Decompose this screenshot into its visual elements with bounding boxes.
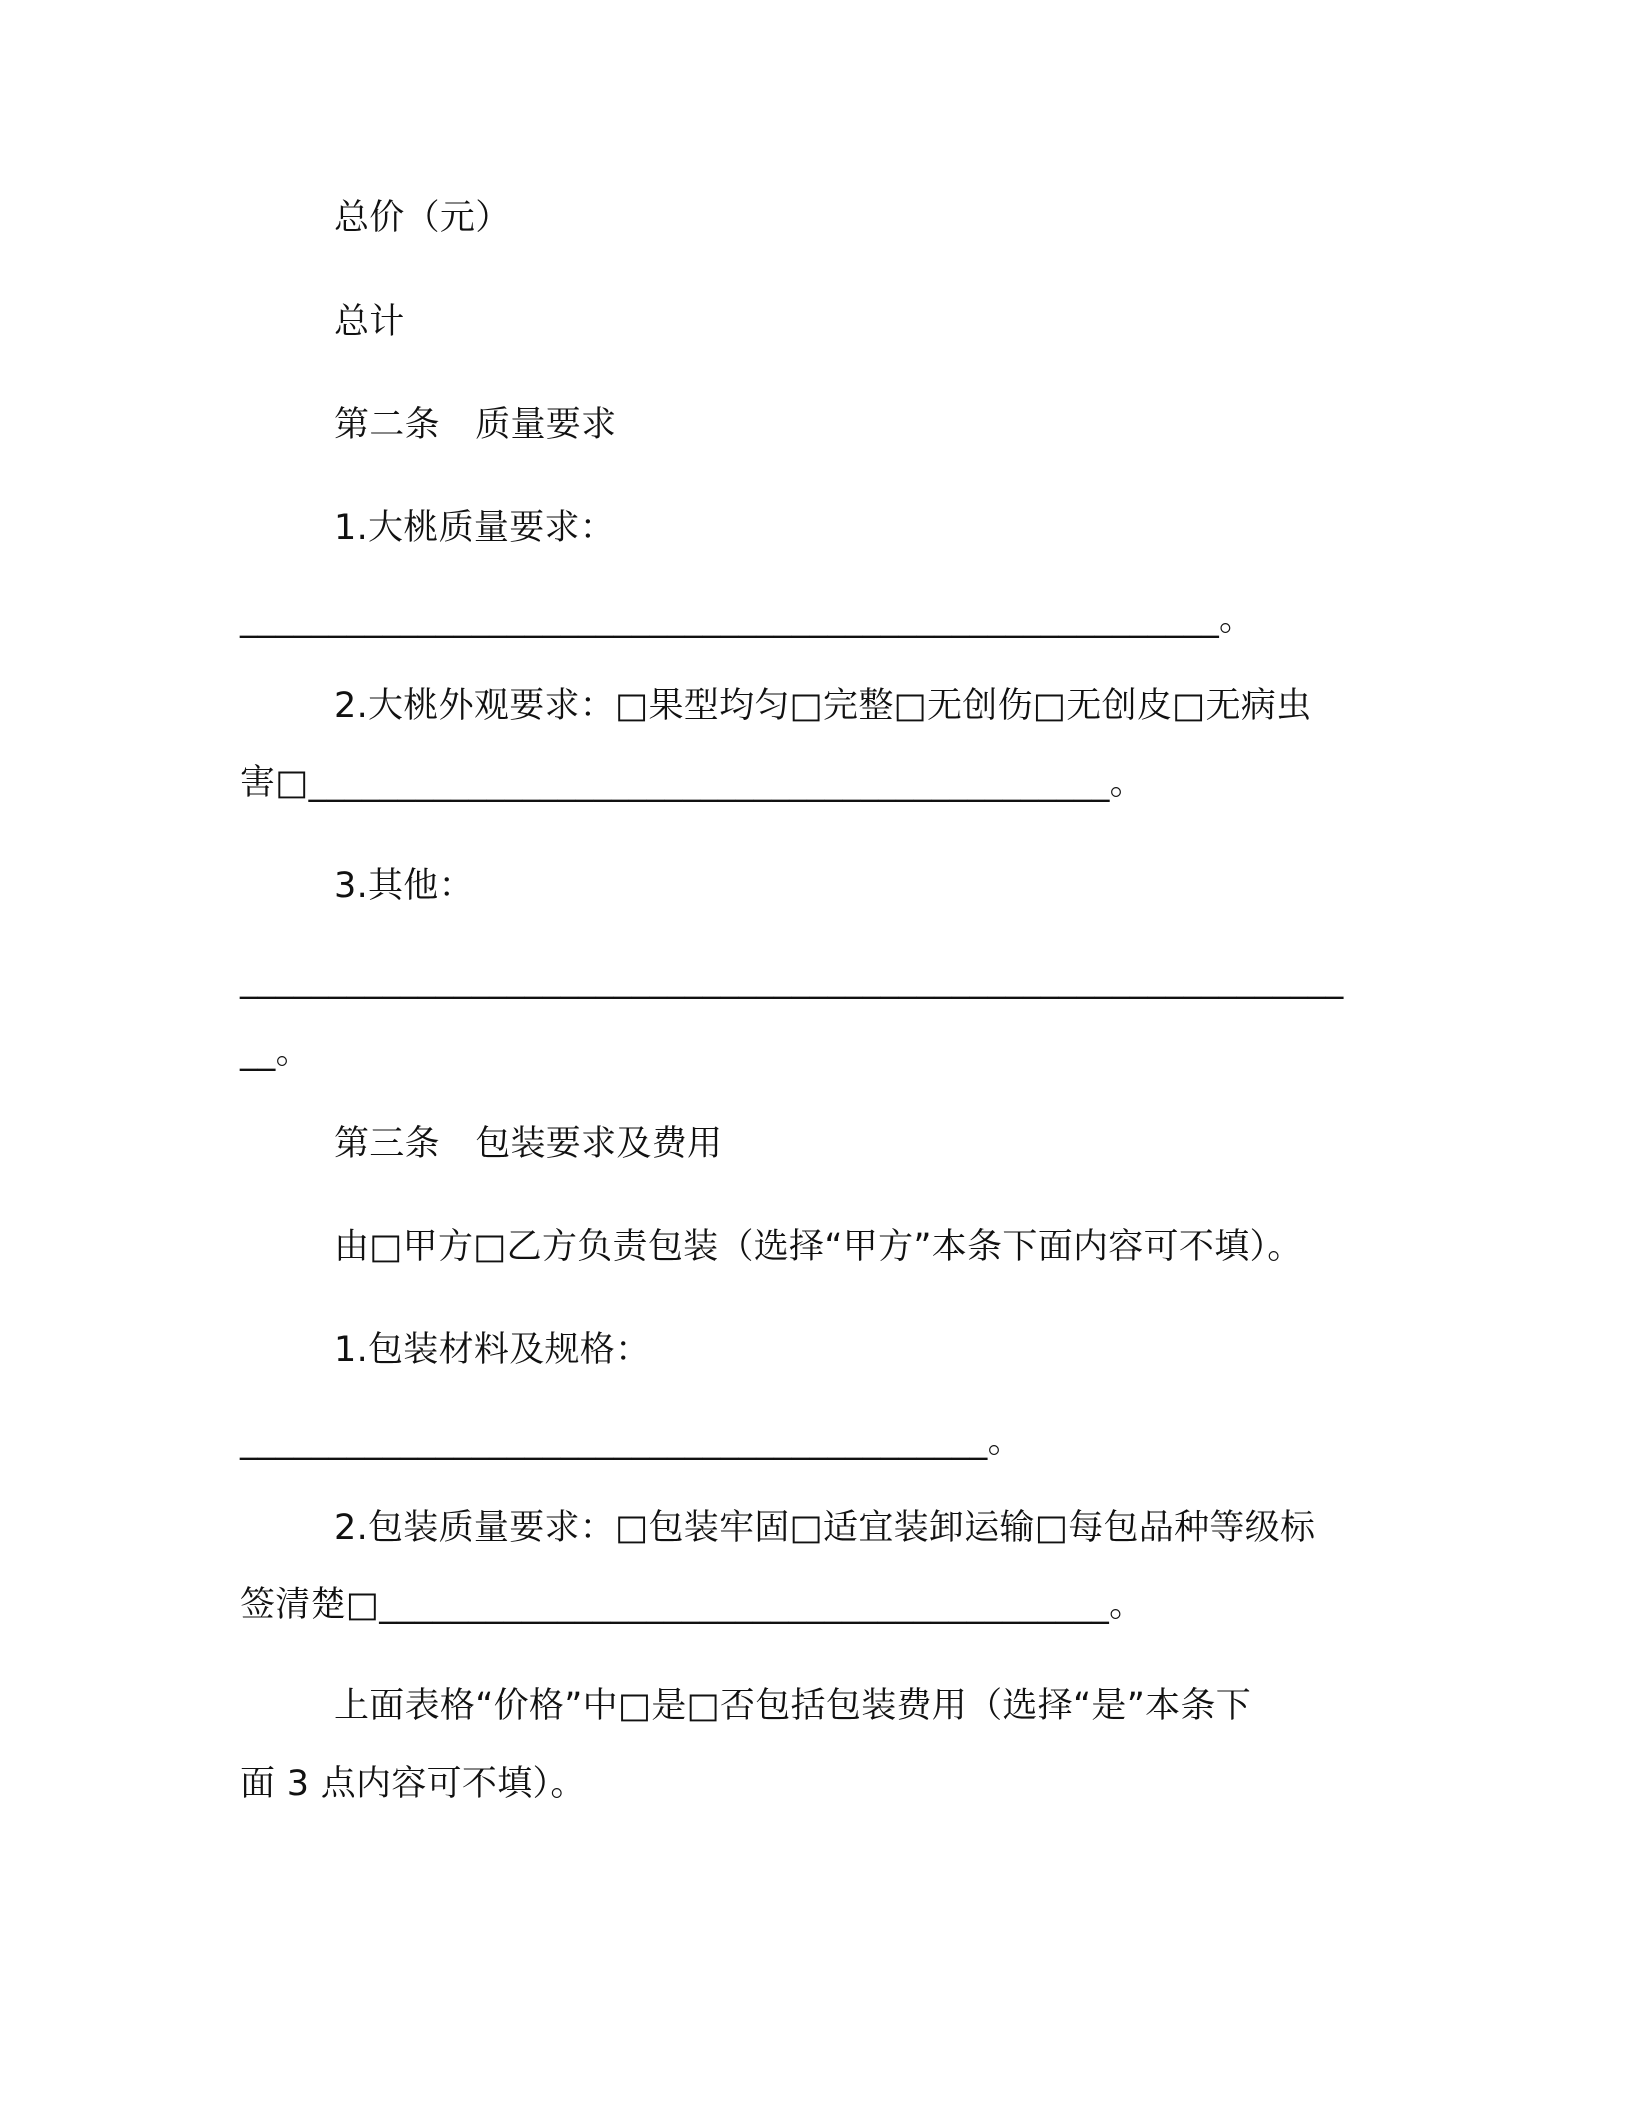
- other-blank-line-1: ______________________________________________________________: [240, 960, 1344, 1000]
- article-three-heading: 第三条 包装要求及费用: [334, 1124, 723, 1164]
- other-item: 3.其他：: [334, 866, 474, 906]
- peach-quality-item: 1.大桃质量要求：: [334, 508, 616, 548]
- packaging-responsibility: 由□甲方□乙方负责包装（选择“甲方”本条下面内容可不填）。: [334, 1227, 1303, 1267]
- total-price-label: 总价（元）: [334, 198, 511, 238]
- packaging-materials-item: 1.包装材料及规格：: [334, 1330, 651, 1370]
- peach-appearance-item: 2.大桃外观要求：□果型均匀□完整□无创伤□无创皮□无病虫: [334, 686, 1312, 726]
- packaging-quality-continuation: 签清楚□_________________________________________。: [240, 1585, 1145, 1625]
- packaging-fee-note-continuation: 面 3 点内容可不填）。: [240, 1764, 586, 1804]
- total-label: 总计: [334, 302, 405, 342]
- other-blank-line-2: __。: [240, 1032, 311, 1072]
- peach-quality-blank: _______________________________________________________。: [240, 599, 1255, 639]
- packaging-materials-blank: __________________________________________。: [240, 1421, 1023, 1461]
- packaging-quality-item: 2.包装质量要求：□包装牢固□适宜装卸运输□每包品种等级标: [334, 1508, 1316, 1548]
- article-two-heading: 第二条 质量要求: [334, 405, 617, 445]
- peach-appearance-continuation: 害□_____________________________________________。: [240, 763, 1145, 803]
- packaging-fee-note: 上面表格“价格”中□是□否包括包装费用（选择“是”本条下: [334, 1686, 1252, 1726]
